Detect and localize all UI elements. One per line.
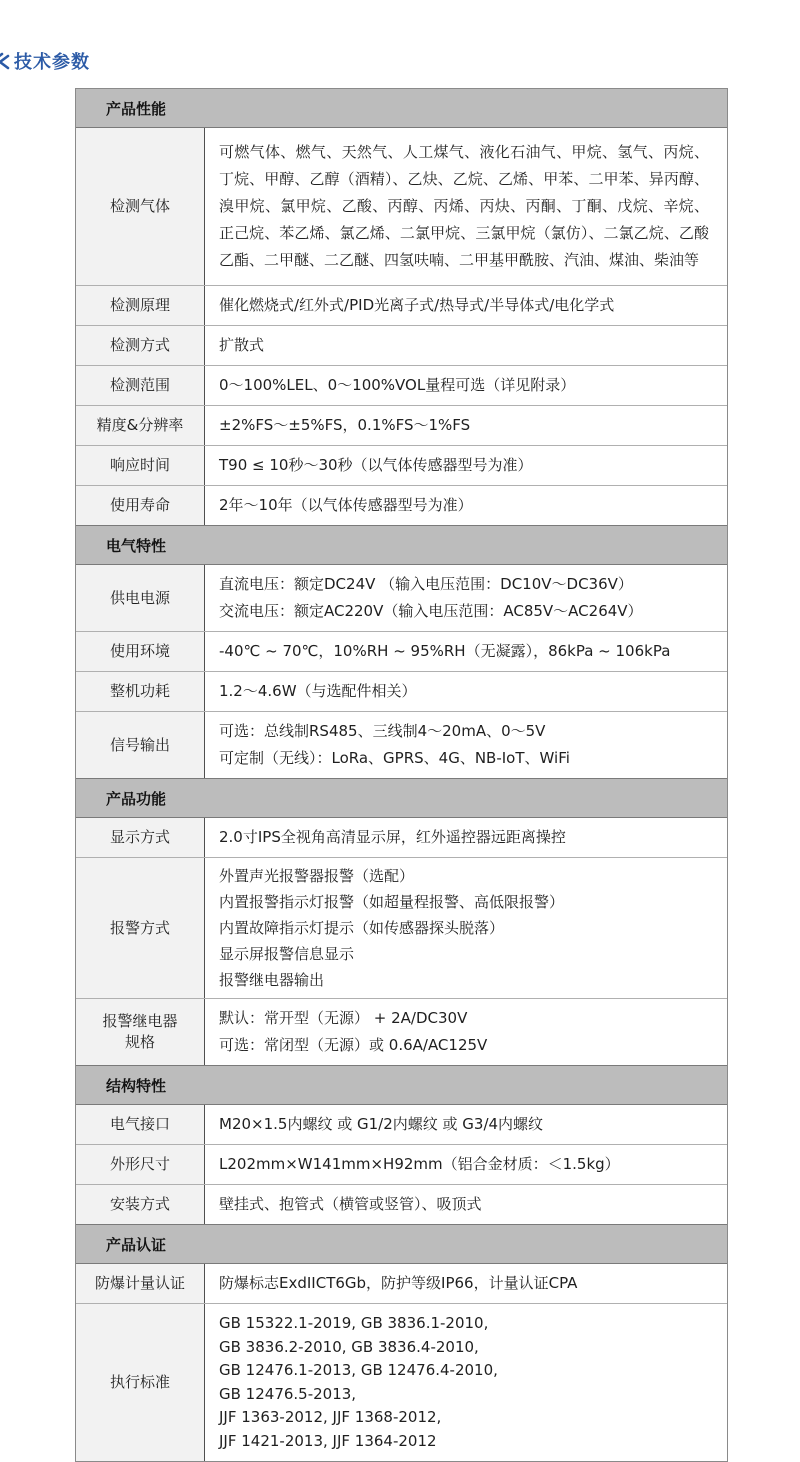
- row-value: T90 ≤ 10秒～30秒（以气体传感器型号为准）: [205, 446, 727, 485]
- table-row: [76, 1303, 727, 1461]
- row-label: 报警方式: [76, 858, 205, 998]
- row-value: 2.0寸IPS全视角高清显示屏，红外遥控器远距离操控: [205, 818, 727, 857]
- group-electrical: [76, 525, 727, 778]
- table-row: [76, 671, 727, 711]
- row-value: 1.2～4.6W（与选配件相关）: [205, 672, 727, 711]
- row-value: 防爆标志ExdIICT6Gb，防护等级IP66，计量认证CPA: [205, 1264, 727, 1303]
- table-row: [76, 405, 727, 445]
- table-row: [76, 128, 727, 285]
- page-title: [0, 48, 90, 74]
- row-value: 壁挂式、抱管式（横管或竖管）、吸顶式: [205, 1185, 727, 1224]
- row-label: 响应时间: [76, 446, 205, 485]
- row-label: 精度&分辨率: [76, 406, 205, 445]
- row-value: 外置声光报警器报警（选配） 内置报警指示灯报警（如超量程报警、高低限报警） 内置故障指示灯提示（如传感器探头脱落） 显示屏报警信息显示 报警继电器输出: [205, 858, 727, 998]
- section-header: 电气特性: [76, 525, 727, 565]
- row-value: 催化燃烧式/红外式/PID光离子式/热导式/半导体式/电化学式: [205, 286, 727, 325]
- row-value: 可燃气体、燃气、天然气、人工煤气、液化石油气、甲烷、氢气、丙烷、丁烷、甲醇、乙醇（酒精）、乙炔、乙烷、乙烯、甲苯、二甲苯、异丙醇、溴甲烷、氯甲烷、乙酸、丙醇、丙烯、丙炔、丙酮、丁酮、戊烷、辛烷、正己烷、苯乙烯、氯乙烯、二氯甲烷、三氯甲烷（氯仿）、二氯乙烷、乙酸乙酯、二甲醚、二乙醚、四氢呋喃、二甲基甲酰胺、汽油、煤油、柴油等: [205, 128, 727, 285]
- table-row: [76, 1184, 727, 1224]
- row-value: 扩散式: [205, 326, 727, 365]
- table-row: [76, 1144, 727, 1184]
- table-row: [76, 485, 727, 525]
- table-row: [76, 1264, 727, 1303]
- row-value: 默认：常开型（无源） + 2A/DC30V 可选：常闭型（无源）或 0.6A/AC125V: [205, 999, 727, 1065]
- table-row: [76, 1105, 727, 1144]
- row-value: ±2%FS～±5%FS，0.1%FS～1%FS: [205, 406, 727, 445]
- table-row: [76, 365, 727, 405]
- row-value: 可选：总线制RS485、三线制4～20mA、0～5V 可定制（无线）：LoRa、GPRS、4G、NB-IoT、WiFi: [205, 712, 727, 778]
- row-label: 检测气体: [76, 128, 205, 285]
- row-label: 执行标准: [76, 1304, 205, 1461]
- section-header: 产品功能: [76, 778, 727, 818]
- table-row: [76, 445, 727, 485]
- row-value: -40℃ ~ 70℃，10%RH ~ 95%RH（无凝露），86kPa ~ 106kPa: [205, 632, 727, 671]
- section-header: 结构特性: [76, 1065, 727, 1105]
- row-label: 使用环境: [76, 632, 205, 671]
- row-value: 直流电压：额定DC24V （输入电压范围：DC10V～DC36V） 交流电压：额定AC220V（输入电压范围：AC85V～AC264V）: [205, 565, 727, 631]
- row-label: 检测范围: [76, 366, 205, 405]
- row-label: 检测方式: [76, 326, 205, 365]
- title-marker-icon: [0, 52, 10, 70]
- group-functions: [76, 778, 727, 1065]
- group-product-performance: [76, 89, 727, 525]
- row-label: 整机功耗: [76, 672, 205, 711]
- table-row: [76, 631, 727, 671]
- row-label: 显示方式: [76, 818, 205, 857]
- table-row: [76, 818, 727, 857]
- table-row: [76, 711, 727, 778]
- row-label: 使用寿命: [76, 486, 205, 525]
- table-row: [76, 857, 727, 998]
- section-header: 产品性能: [76, 89, 727, 128]
- table-row: [76, 325, 727, 365]
- row-label: 报警继电器 规格: [76, 999, 205, 1065]
- group-certification: [76, 1224, 727, 1461]
- row-label: 防爆计量认证: [76, 1264, 205, 1303]
- row-value: 2年～10年（以气体传感器型号为准）: [205, 486, 727, 525]
- page-title-text: 技术参数: [14, 52, 90, 73]
- group-structure: [76, 1065, 727, 1224]
- table-row: [76, 565, 727, 631]
- row-label: 电气接口: [76, 1105, 205, 1144]
- table-row: [76, 285, 727, 325]
- section-header: 产品认证: [76, 1224, 727, 1264]
- row-value: L202mm×W141mm×H92mm（铝合金材质：＜1.5kg）: [205, 1145, 727, 1184]
- table-row: [76, 998, 727, 1065]
- row-label: 外形尺寸: [76, 1145, 205, 1184]
- row-value: M20×1.5内螺纹 或 G1/2内螺纹 或 G3/4内螺纹: [205, 1105, 727, 1144]
- row-label: 信号输出: [76, 712, 205, 778]
- row-value: 0～100%LEL、0～100%VOL量程可选（详见附录）: [205, 366, 727, 405]
- row-label: 安装方式: [76, 1185, 205, 1224]
- row-value: GB 15322.1-2019, GB 3836.1-2010, GB 3836.2-2010, GB 3836.4-2010, GB 12476.1-2013, GB 12476.4-2010, GB 12476.5-2013, JJF 1363-2012, JJF 1368-2012, JJF 1421-2013, JJF 1364-2012: [205, 1304, 727, 1461]
- spec-table: [75, 88, 728, 1462]
- row-label: 检测原理: [76, 286, 205, 325]
- row-label: 供电电源: [76, 565, 205, 631]
